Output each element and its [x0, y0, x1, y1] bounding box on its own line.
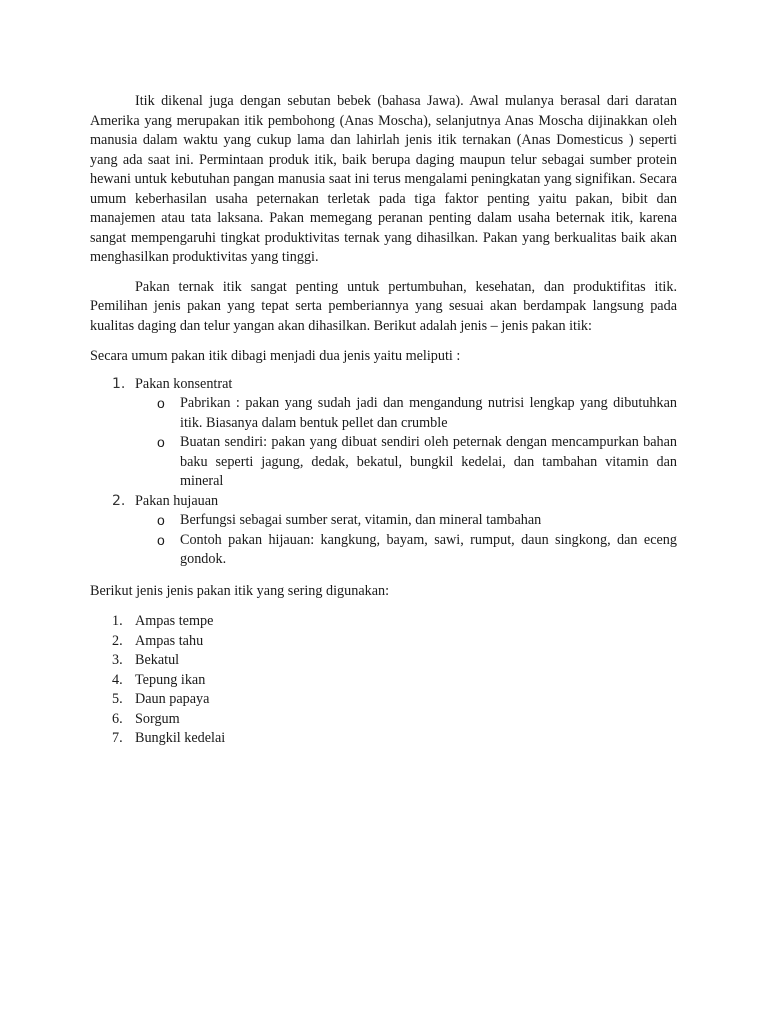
- sub-item-text: Contoh pakan hijauan: kangkung, bayam, sawi, rumput, daun singkong, dan eceng gondok.: [180, 531, 677, 567]
- bullet-icon: o: [157, 531, 165, 548]
- forage-sublist: [135, 511, 677, 570]
- list-item: [90, 632, 677, 652]
- sub-list-item: [157, 511, 677, 531]
- concentrate-sublist: [135, 394, 677, 492]
- feed-label: Daun papaya: [135, 691, 210, 707]
- bullet-icon: o: [157, 395, 165, 411]
- category-label: Pakan konsentrat: [135, 375, 233, 392]
- category-label: Pakan hujauan: [135, 492, 219, 509]
- intro-paragraph: Itik dikenal juga dengan sebutan bebek (bahasa Jawa). Awal mulanya berasal dari daratan Amerika yang merupakan itik pembohong (Anas Moscha), selanjutnya Anas Moscha dijinakkan oleh manusia dalam waktu yang cukup lama dan lahirlah jenis itik ternakan (Anas Domesticus ) seperti yang ada saat ini. Permintaan produk itik, baik berupa daging maupun telur sebagai sumber protein hewani untuk kebutuhan pangan manusia saat ini terus mengalami peningkatan yang signifikan. Secara umum keberhasilan usaha peternakan terletak pada tiga faktor penting yaitu pakan, bibit dan manajemen atau tata laksana. Pakan memegang peranan penting dalam usaha beternak itik, karena sangat mempengaruhi tingkat produktivitas ternak yang dihasilkan. Pakan yang berkualitas baik akan menghasilkan produktivitas yang tinggi.: [90, 93, 677, 265]
- sub-item-text: Berfungsi sebagai sumber serat, vitamin, dan mineral tambahan: [180, 512, 542, 528]
- list-number: 4.: [112, 671, 123, 688]
- feed-label: Ampas tempe: [135, 613, 214, 629]
- sub-list-item: [157, 394, 677, 433]
- feed-types-list: [90, 612, 677, 749]
- list-item: [90, 710, 677, 730]
- list-item-concentrate: [90, 375, 677, 492]
- list-number: 7.: [112, 730, 123, 746]
- list-number: 1.: [112, 375, 126, 392]
- list-number: 3.: [112, 652, 123, 668]
- list-number: 6.: [112, 710, 123, 727]
- list-item: [90, 690, 677, 710]
- list-item: [90, 671, 677, 691]
- list-number: 5.: [112, 691, 123, 707]
- feed-label: Tepung ikan: [135, 671, 206, 688]
- common-feeds-paragraph: Berikut jenis jenis pakan itik yang sering digunakan:: [90, 582, 390, 599]
- bullet-icon: o: [157, 434, 165, 450]
- feed-division-paragraph: Secara umum pakan itik dibagi menjadi dua jenis yaitu meliputi :: [90, 348, 461, 364]
- document-page: [90, 92, 677, 749]
- feed-label: Sorgum: [135, 710, 180, 727]
- list-item: [90, 651, 677, 671]
- feed-label: Ampas tahu: [135, 632, 204, 649]
- feed-label: Bekatul: [135, 652, 180, 668]
- list-item: [90, 729, 677, 749]
- list-item: [90, 612, 677, 632]
- list-number: 2.: [112, 492, 126, 509]
- feed-importance-paragraph: Pakan ternak itik sangat penting untuk pertumbuhan, kesehatan, dan produktifitas itik. Pemilihan jenis pakan yang tepat serta pemberiannya yang sesuai akan berdampak langsung pada kualitas daging dan telur yangan akan dihasilkan. Berikut adalah jenis – jenis pakan itik:: [90, 278, 677, 334]
- list-number: 2.: [112, 632, 123, 649]
- sub-list-item: [157, 433, 677, 492]
- bullet-icon: o: [157, 512, 165, 528]
- sub-list-item: [157, 531, 677, 570]
- feed-category-list: [90, 375, 677, 570]
- list-number: 1.: [112, 613, 123, 629]
- sub-item-text: Buatan sendiri: pakan yang dibuat sendiri oleh peternak dengan mencampurkan bahan baku seperti jagung, dedak, bekatul, bungkil kedelai, dan tambahan vitamin dan mineral: [180, 434, 677, 489]
- sub-item-text: Pabrikan : pakan yang sudah jadi dan mengandung nutrisi lengkap yang dibutuhkan itik. Biasanya dalam bentuk pellet dan crumble: [180, 395, 677, 431]
- list-item-forage: [90, 492, 677, 570]
- feed-label: Bungkil kedelai: [135, 730, 226, 746]
